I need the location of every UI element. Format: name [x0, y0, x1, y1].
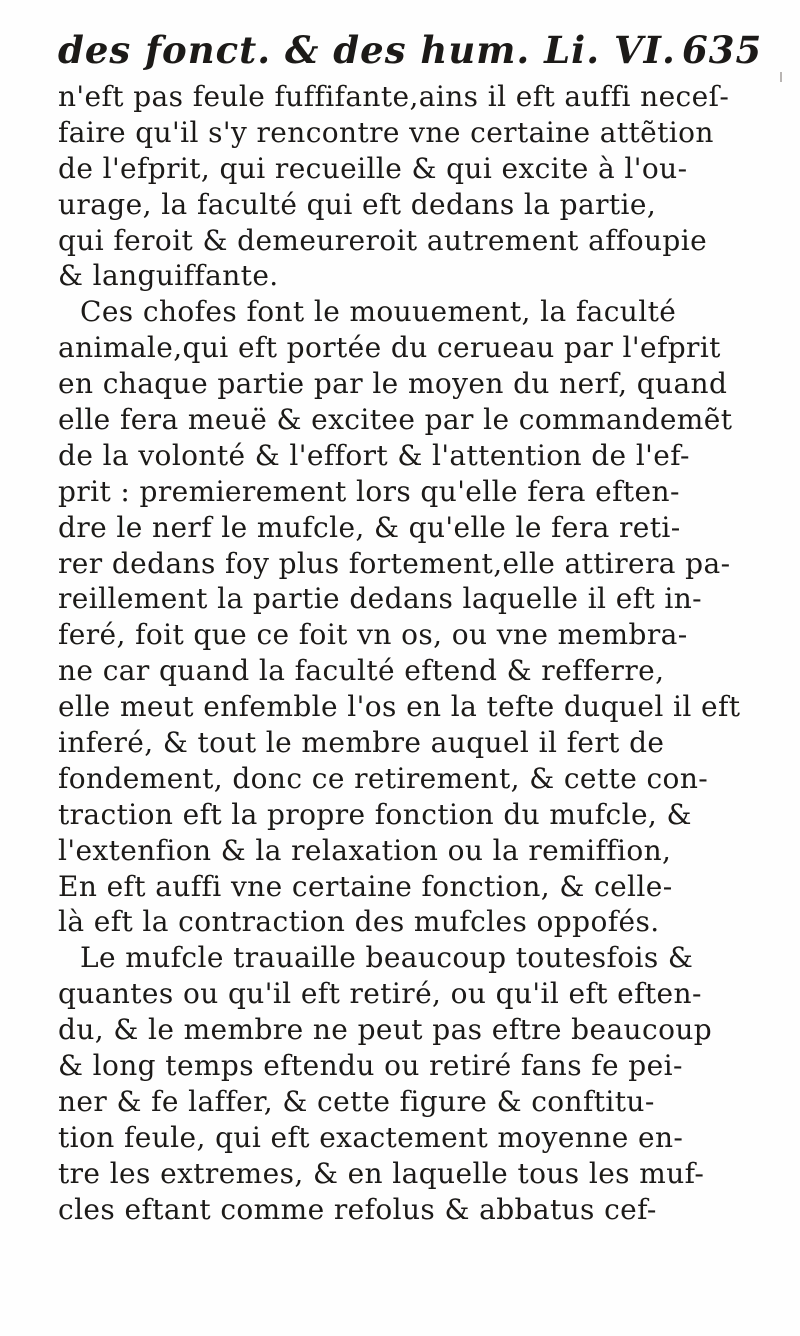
text-line: tre les extremes, & en laquelle tous les muf- — [58, 1156, 705, 1190]
text-line: traction eft la propre fonction du mufcle, & — [58, 797, 692, 831]
text-line: qui feroit & demeureroit autrement affoupie — [58, 223, 708, 257]
text-line: inferé, & tout le membre auquel il fert de — [58, 726, 665, 760]
text-line: & languiffante. — [58, 259, 279, 293]
text-line: reillement la partie dedans laquelle il eft in- — [58, 582, 703, 616]
text-line: faire qu'il s'y rencontre vne certaine attẽtion — [58, 115, 714, 149]
text-line: cles eftant comme refolus & abbatus cef- — [58, 1192, 657, 1226]
text-line: En eft auffi vne certaine fonction, & celle- — [58, 869, 673, 903]
text-line: ne car quand la faculté eftend & refferre, — [58, 654, 665, 688]
text-line: là eft la contraction des mufcles oppofés. — [58, 905, 660, 939]
body-text — [58, 79, 778, 1228]
text-line: de la volonté & l'effort & l'attention de l'ef- — [58, 438, 690, 472]
text-line: & long temps eftendu ou retiré fans fe pei- — [58, 1049, 683, 1083]
text-line: animale,qui eft portée du cerueau par l'efprit — [58, 331, 721, 365]
text-line: l'extenfion & la relaxation ou la remiffion, — [58, 833, 672, 867]
text-line: urage, la faculté qui eft dedans la partie, — [58, 187, 657, 221]
text-line: tion feule, qui eft exactement moyenne en- — [58, 1120, 684, 1154]
text-line: de l'efprit, qui recueille & qui excite à l'ou- — [58, 151, 688, 185]
margin-mark — [780, 72, 782, 82]
text-line: fondement, donc ce retirement, & cette con- — [58, 761, 709, 795]
running-title: des fonct. & des hum. Li. VI. — [58, 28, 676, 72]
page-number: 635 — [682, 28, 763, 72]
paragraph-start-line: Ces chofes font le mouuement, la faculté — [80, 295, 677, 329]
text-line: feré, foit que ce foit vn os, ou vne membra- — [58, 618, 688, 652]
text-line: ner & fe laffer, & cette figure & conftitu- — [58, 1084, 655, 1118]
text-line: en chaque partie par le moyen du nerf, quand — [58, 367, 728, 401]
text-line: n'eft pas feule fuffifante,ains il eft auffi neceſ- — [58, 80, 730, 113]
text-line: dre le nerf le mufcle, & qu'elle le fera reti- — [58, 510, 681, 544]
text-line: elle fera meuë & excitee par le commandemẽt — [58, 403, 733, 437]
text-line: prit : premierement lors qu'elle fera eften- — [58, 474, 680, 508]
text-line: elle meut enfemble l'os en la tefte duquel il eft — [58, 690, 741, 724]
text-line: rer dedans foy plus fortement,elle attirera pa- — [58, 546, 731, 580]
text-line: quantes ou qu'il eft retiré, ou qu'il eft eften- — [58, 977, 702, 1011]
page-header — [58, 20, 763, 84]
paragraph-start-line: Le mufcle trauaille beaucoup toutesfois & — [80, 941, 694, 975]
text-line: du, & le membre ne peut pas eftre beaucoup — [58, 1013, 713, 1047]
